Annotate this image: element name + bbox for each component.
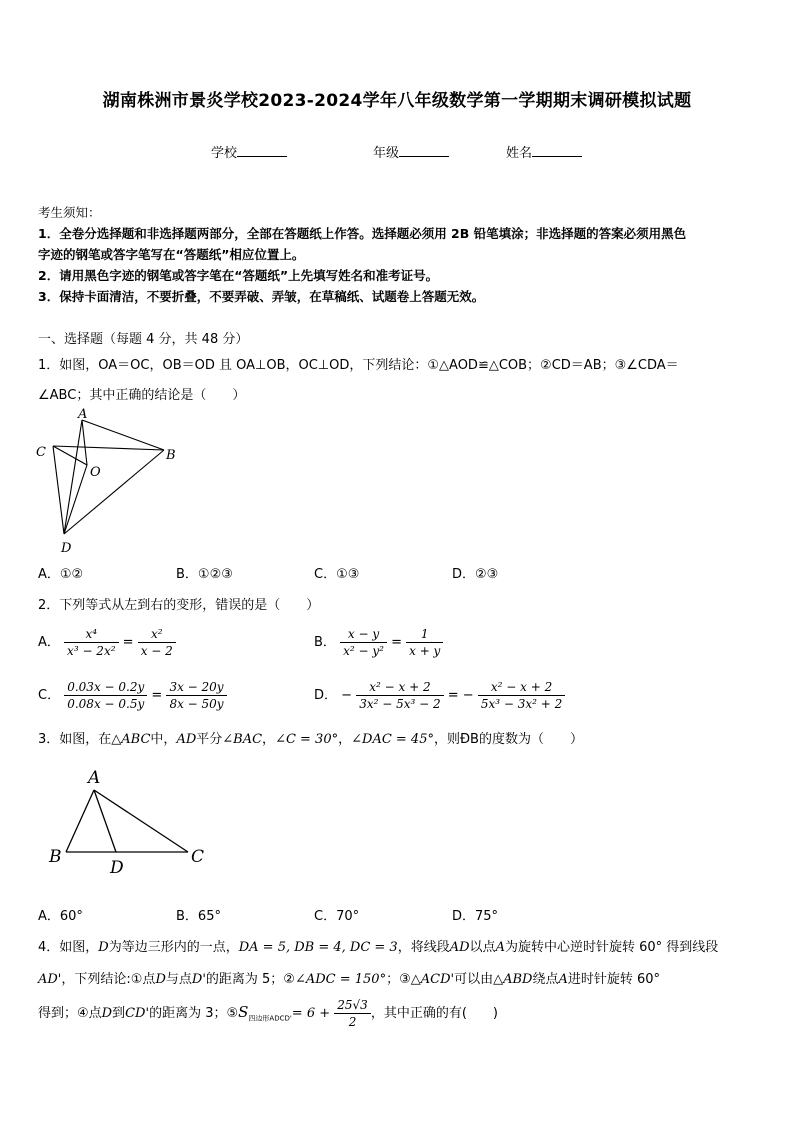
point-label-b: B [49, 847, 62, 867]
point-label-o: O [90, 465, 101, 480]
q2-option-b[interactable]: B． $\frac{x - y}{\text{x² − y²}}$ = $\frac{1}{x + y}$ [314, 627, 443, 658]
fraction: $\frac{25√3}{2}$ [334, 998, 371, 1029]
q1-figure [30, 404, 190, 559]
school-blank[interactable] [237, 144, 287, 157]
q3-option-b[interactable]: B．65° [176, 909, 221, 924]
q1-option-d[interactable]: D．②③ [452, 567, 499, 582]
notice-heading: 考生须知： [38, 205, 101, 220]
name-blank[interactable] [532, 144, 582, 157]
notice-line: 字迹的钢笔或答字笔写在“答题纸”相应位置上。 [38, 247, 305, 262]
line-ao [82, 420, 87, 465]
q3-option-c[interactable]: C．70° [314, 909, 360, 924]
name-label: 姓名 [506, 146, 533, 161]
q2-stem: 2．下列等式从左到右的变形，错误的是（ ） [38, 598, 320, 613]
q3-option-d[interactable]: D．75° [452, 909, 499, 924]
fraction: $\frac{0.03x - 0.2y}{0.08x - 0.5y}$ [64, 680, 147, 711]
page-title: 湖南株洲市景炎学校2023-2024学年八年级数学第一学期期末调研模拟试题 [102, 91, 692, 111]
fraction: $\frac{x - y}{\text{x² − y²}}$ [340, 627, 387, 658]
line-ac [94, 790, 188, 852]
point-label-c: C [36, 445, 46, 460]
q4-stem-line3: 得到；④点D到CD'的距离为 3；$⑤S_{四边形ADCD'}= 6$ + $\frac{25√3}{2}$ ，其中正确的有( ) [38, 998, 498, 1029]
line-co [53, 446, 87, 465]
point-label-d: D [110, 858, 124, 878]
line-cd [53, 446, 64, 534]
point-label-d: D [61, 541, 72, 556]
point-label-a: A [88, 768, 101, 788]
fraction: $\frac{3x - 20y}{8x - 50y}$ [166, 680, 226, 711]
q3-stem: 3．如图，在△ABC中，AD平分∠BAC，∠C = 30°，∠DAC = 45°，则ÐB的度数为（ ） [38, 732, 583, 747]
grade-label: 年级 [373, 146, 400, 161]
q1-option-b[interactable]: B．①②③ [176, 567, 233, 582]
fraction: $\frac{\text{x⁴}}{\text{x³ − 2x²}}$ [64, 627, 118, 658]
point-label-a: A [78, 407, 88, 422]
line-bd [64, 450, 164, 534]
line-cb [53, 446, 164, 450]
q3-figure [40, 762, 220, 880]
q1-stem-line1: 1．如图，OA＝OC，OB＝OD 且 OA⊥OB，OC⊥OD，下列结论：①△AOD≌△COB；②CD＝AB；③∠CDA＝ [38, 358, 679, 373]
notice-line: 2．请用黑色字迹的钢笔或答字笔在“答题纸”上先填写姓名和准考证号。 [38, 268, 439, 283]
grade-field [373, 142, 449, 161]
q1-option-c[interactable]: C．①③ [314, 567, 360, 582]
line-ad [94, 790, 116, 852]
q1-stem-line2: ∠ABC；其中正确的结论是（ ） [38, 388, 246, 403]
line-ab [66, 790, 94, 852]
q3-option-a[interactable]: A．60° [38, 909, 83, 924]
fraction: $\frac{\text{x²}}{x - 2}$ [138, 627, 176, 658]
name-field [506, 142, 582, 161]
fraction: $\frac{\text{x² − x + 2}}{\text{5x³ − 3x² + 2}}$ [478, 680, 565, 711]
line-ab [82, 420, 164, 450]
q2-option-d[interactable]: D． − $\frac{\text{x² − x + 2}}{\text{3x² − 5x³ − 2}}$ = − $\frac{\text{x² − x + 2}}{\text{5x³ − 3x² + 2}}$ [314, 680, 565, 711]
line-ad [64, 420, 82, 534]
section-heading: 一、选择题（每题 4 分，共 48 分） [38, 332, 249, 347]
fraction: $\frac{\text{x² − x + 2}}{\text{3x² − 5x³ − 2}}$ [356, 680, 443, 711]
fraction: $\frac{1}{x + y}$ [406, 627, 443, 658]
q4-stem-line2: AD'，下列结论:①点D与点D'的距离为 5；②∠ADC = 150°；③△ACD'可以由△ABD绕点A进时针旋转 60° [38, 972, 661, 987]
notice-line: 1．全卷分选择题和非选择题两部分，全部在答题纸上作答。选择题必须用 2B 铅笔填涂；非选择题的答案必须用黑色 [38, 226, 687, 241]
school-field [211, 142, 287, 161]
q2-option-c[interactable]: C． $\frac{0.03x - 0.2y}{0.08x - 0.5y}$ = $\frac{3x - 20y}{8x - 50y}$ [38, 680, 227, 711]
school-label: 学校 [211, 146, 238, 161]
point-label-b: B [166, 448, 176, 463]
notice-line: 3．保持卡面清洁，不要折叠，不要弄破、弄皱，在草稿纸、试题卷上答题无效。 [38, 289, 485, 304]
q1-option-a[interactable]: A．①② [38, 567, 84, 582]
grade-blank[interactable] [399, 144, 449, 157]
q2-option-a[interactable]: A． $\frac{\text{x⁴}}{\text{x³ − 2x²}}$ = $\frac{\text{x²}}{x - 2}$ [38, 627, 176, 658]
q4-stem-line1: 4．如图，D为等边三形内的一点，DA = 5, DB = 4, DC = 3，将线段AD以点A为旋转中心逆时针旋转 60° 得到线段 [38, 940, 719, 955]
point-label-c: C [191, 847, 205, 867]
